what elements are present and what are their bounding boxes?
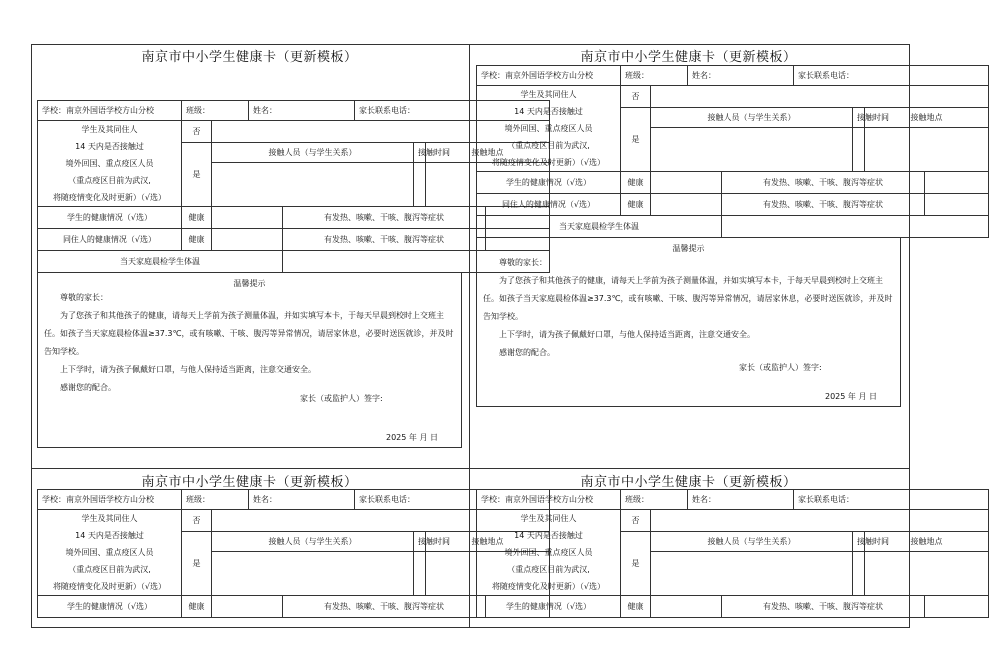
contact-question-line: 境外回国、重点疫区人员 xyxy=(504,548,593,557)
cohabitant-healthy-label: 健康 xyxy=(182,229,212,251)
contact-time-input[interactable] xyxy=(853,128,865,172)
card-title: 南京市中小学生健康卡（更新模板） xyxy=(580,50,797,65)
contact-question-line: 学生及其同住人 xyxy=(520,90,577,99)
no-option-label: 否 xyxy=(621,86,651,108)
student-healthy-checkbox[interactable] xyxy=(212,207,283,229)
yes-option-label: 是 xyxy=(621,108,651,172)
student-healthy-checkbox[interactable] xyxy=(651,596,722,618)
parent-phone-field[interactable]: 家长联系电话： xyxy=(355,101,550,121)
contact-place-header: 接触地点 xyxy=(426,532,550,552)
contact-time-header: 接触时间 xyxy=(414,532,426,552)
contact-question-line: 境外回国、重点疫区人员 xyxy=(504,124,593,133)
class-field[interactable]: 班级： xyxy=(621,490,688,510)
class-field[interactable]: 班级： xyxy=(182,101,249,121)
morning-temperature-label: 当天家庭晨检学生体温 xyxy=(477,216,722,238)
contact-place-header: 接触地点 xyxy=(426,143,550,163)
contact-question xyxy=(477,510,621,596)
name-field[interactable]: 姓名： xyxy=(688,490,794,510)
reminder-notice xyxy=(476,237,901,407)
notice-paragraph-1: 为了您孩子和其他孩子的健康，请每天上学前为孩子测量体温，并如实填写本卡，于每天早晨到校时上交班主任。如孩子当天家庭晨检体温≥37.3℃，或有咳嗽、干咳、腹泻等异常情况，请居家休息，必要时送医就诊，并及时告知学校。 xyxy=(44,311,454,356)
student-symptoms-label: 有发热、咳嗽、干咳、腹泻等症状 xyxy=(722,596,925,618)
notice-paragraph-2: 上下学时，请为孩子佩戴好口罩，与他人保持适当距离，注意交通安全。 xyxy=(60,365,316,374)
contact-time-input[interactable] xyxy=(853,552,865,596)
no-option-checkbox[interactable] xyxy=(651,86,989,108)
student-health-label: 学生的健康情况（√选） xyxy=(38,207,182,229)
student-health-label: 学生的健康情况（√选） xyxy=(38,596,182,618)
name-field[interactable]: 姓名： xyxy=(249,101,355,121)
cohabitant-health-label: 同住人的健康情况（√选） xyxy=(477,194,621,216)
student-symptoms-label: 有发热、咳嗽、干咳、腹泻等症状 xyxy=(283,596,486,618)
name-field[interactable]: 姓名： xyxy=(249,490,355,510)
student-healthy-label: 健康 xyxy=(621,172,651,194)
contact-question-line: 14 天内是否接触过 xyxy=(514,531,583,540)
student-symptoms-label: 有发热、咳嗽、干咳、腹泻等症状 xyxy=(722,172,925,194)
morning-temperature-input[interactable] xyxy=(722,216,989,238)
cohabitant-healthy-checkbox[interactable] xyxy=(212,229,283,251)
cohabitant-health-label: 同住人的健康情况（√选） xyxy=(38,229,182,251)
contact-person-input[interactable] xyxy=(651,128,853,172)
student-health-label: 学生的健康情况（√选） xyxy=(477,596,621,618)
student-healthy-label: 健康 xyxy=(182,596,212,618)
contact-person-input[interactable] xyxy=(212,163,414,207)
class-field[interactable]: 班级： xyxy=(182,490,249,510)
parent-phone-field[interactable]: 家长联系电话： xyxy=(794,490,989,510)
date-line: 2025 年 月 日 xyxy=(386,433,438,442)
morning-temperature-label: 当天家庭晨检学生体温 xyxy=(38,251,283,273)
contact-question-line: 学生及其同住人 xyxy=(81,514,138,523)
contact-question-line: 将随疫情变化及时更新）（√选） xyxy=(491,582,606,591)
contact-person-header: 接触人员（与学生关系） xyxy=(651,108,853,128)
no-option-checkbox[interactable] xyxy=(651,510,989,532)
health-form-table xyxy=(476,65,989,238)
class-field[interactable]: 班级： xyxy=(621,66,688,86)
contact-question-line: 将随疫情变化及时更新）（√选） xyxy=(52,193,167,202)
contact-question-line: 学生及其同住人 xyxy=(81,125,138,134)
contact-place-header: 接触地点 xyxy=(865,108,989,128)
school-label: 学校：南京外国语学校方山分校 xyxy=(38,490,182,510)
contact-question-line: 14 天内是否接触过 xyxy=(75,142,144,151)
card-title: 南京市中小学生健康卡（更新模板） xyxy=(580,475,797,490)
thanks-text: 感谢您的配合。 xyxy=(499,348,555,357)
date-line: 2025 年 月 日 xyxy=(825,392,877,401)
contact-question-line: （重点疫区目前为武汉, xyxy=(507,141,590,150)
reminder-notice xyxy=(37,272,462,448)
contact-question-line: （重点疫区目前为武汉, xyxy=(68,176,151,185)
greeting: 尊敬的家长： xyxy=(60,293,108,302)
contact-question-line: 14 天内是否接触过 xyxy=(75,531,144,540)
contact-place-input[interactable] xyxy=(865,128,989,172)
student-healthy-checkbox[interactable] xyxy=(651,172,722,194)
student-health-label: 学生的健康情况（√选） xyxy=(477,172,621,194)
notice-title: 温馨提示 xyxy=(672,244,705,253)
school-label: 学校：南京外国语学校方山分校 xyxy=(477,490,621,510)
cohabitant-symptoms-label: 有发热、咳嗽、干咳、腹泻等症状 xyxy=(722,194,925,216)
yes-option-label: 是 xyxy=(182,143,212,207)
health-form-table xyxy=(37,100,550,273)
parent-phone-field[interactable]: 家长联系电话： xyxy=(355,490,550,510)
contact-question-line: 境外回国、重点疫区人员 xyxy=(65,159,154,168)
cohabitant-healthy-label: 健康 xyxy=(621,194,651,216)
health-form-table xyxy=(37,489,550,618)
horizontal-divider xyxy=(31,468,910,469)
contact-time-input[interactable] xyxy=(414,163,426,207)
signature-label: 家长（或监护人）签字: xyxy=(300,394,383,403)
contact-question xyxy=(477,86,621,172)
contact-person-input[interactable] xyxy=(212,552,414,596)
contact-time-header: 接触时间 xyxy=(414,143,426,163)
student-healthy-label: 健康 xyxy=(621,596,651,618)
contact-question xyxy=(38,510,182,596)
parent-phone-field[interactable]: 家长联系电话： xyxy=(794,66,989,86)
no-option-label: 否 xyxy=(621,510,651,532)
school-label: 学校：南京外国语学校方山分校 xyxy=(477,66,621,86)
contact-question xyxy=(38,121,182,207)
cohabitant-symptoms-label: 有发热、咳嗽、干咳、腹泻等症状 xyxy=(283,229,486,251)
name-field[interactable]: 姓名： xyxy=(688,66,794,86)
contact-question-line: （重点疫区目前为武汉, xyxy=(68,565,151,574)
no-option-label: 否 xyxy=(182,121,212,143)
contact-question-line: 学生及其同住人 xyxy=(520,514,577,523)
student-symptoms-checkbox[interactable] xyxy=(925,172,989,194)
student-symptoms-checkbox[interactable] xyxy=(925,596,989,618)
health-form-table xyxy=(476,489,989,618)
yes-option-label: 是 xyxy=(621,532,651,596)
contact-person-input[interactable] xyxy=(651,552,853,596)
student-healthy-checkbox[interactable] xyxy=(212,596,283,618)
school-label: 学校：南京外国语学校方山分校 xyxy=(38,101,182,121)
cohabitant-healthy-checkbox[interactable] xyxy=(651,194,722,216)
cohabitant-symptoms-checkbox[interactable] xyxy=(925,194,989,216)
student-symptoms-label: 有发热、咳嗽、干咳、腹泻等症状 xyxy=(283,207,486,229)
contact-time-input[interactable] xyxy=(414,552,426,596)
no-option-label: 否 xyxy=(182,510,212,532)
notice-title: 温馨提示 xyxy=(233,279,266,288)
student-healthy-label: 健康 xyxy=(182,207,212,229)
contact-person-header: 接触人员（与学生关系） xyxy=(651,532,853,552)
contact-time-header: 接触时间 xyxy=(853,108,865,128)
yes-option-label: 是 xyxy=(182,532,212,596)
thanks-text: 感谢您的配合。 xyxy=(60,383,116,392)
notice-paragraph-2: 上下学时，请为孩子佩戴好口罩，与他人保持适当距离，注意交通安全。 xyxy=(499,330,755,339)
contact-question-line: 境外回国、重点疫区人员 xyxy=(65,548,154,557)
card-title: 南京市中小学生健康卡（更新模板） xyxy=(141,50,358,65)
signature-label: 家长（或监护人）签字: xyxy=(739,363,822,372)
contact-place-header: 接触地点 xyxy=(865,532,989,552)
contact-person-header: 接触人员（与学生关系） xyxy=(212,143,414,163)
contact-question-line: 将随疫情变化及时更新）（√选） xyxy=(52,582,167,591)
contact-question-line: （重点疫区目前为武汉, xyxy=(507,565,590,574)
contact-question-line: 将随疫情变化及时更新）（√选） xyxy=(491,158,606,167)
card-title: 南京市中小学生健康卡（更新模板） xyxy=(141,475,358,490)
greeting: 尊敬的家长： xyxy=(499,258,547,267)
contact-question-line: 14 天内是否接触过 xyxy=(514,107,583,116)
notice-paragraph-1: 为了您孩子和其他孩子的健康，请每天上学前为孩子测量体温，并如实填写本卡，于每天早晨到校时上交班主任。如孩子当天家庭晨检体温≥37.3℃，或有咳嗽、干咳、腹泻等异常情况，请居家休息，必要时送医就诊，并及时告知学校。 xyxy=(483,276,893,321)
contact-place-input[interactable] xyxy=(865,552,989,596)
contact-person-header: 接触人员（与学生关系） xyxy=(212,532,414,552)
contact-time-header: 接触时间 xyxy=(853,532,865,552)
